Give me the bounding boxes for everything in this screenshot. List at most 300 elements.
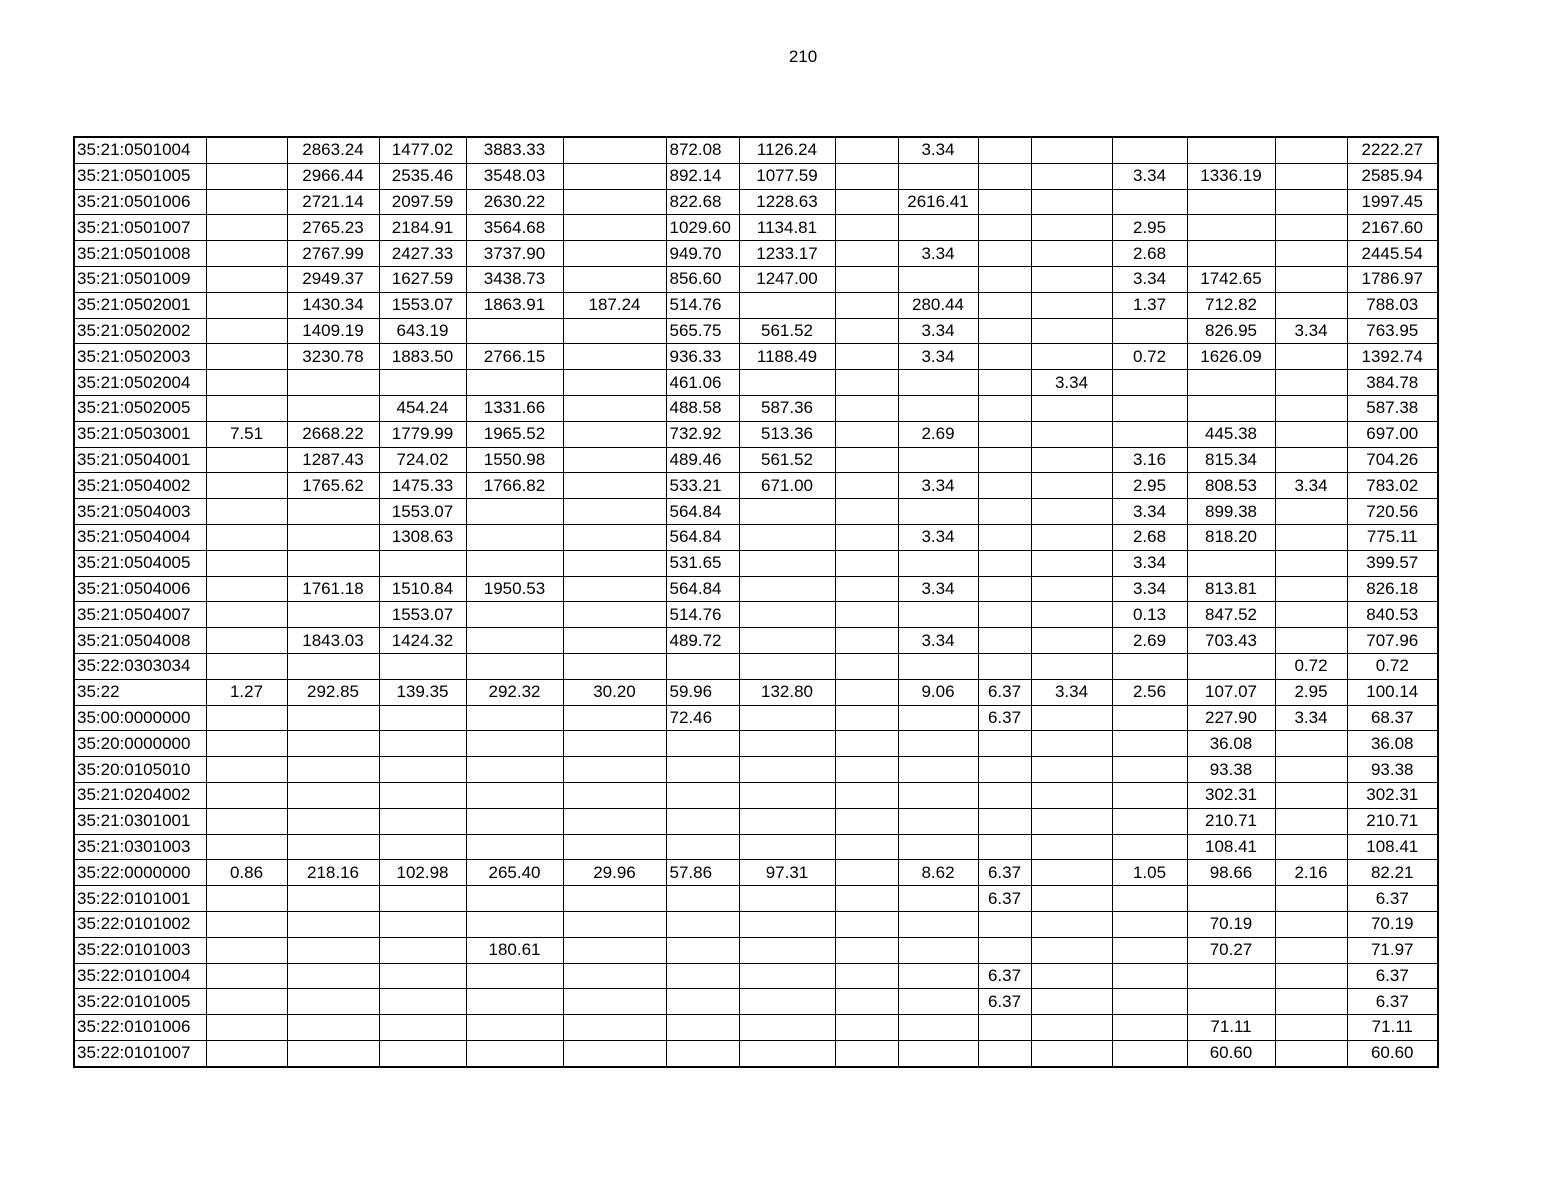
table-cell <box>563 834 666 860</box>
table-cell <box>978 292 1031 318</box>
table-cell: 783.02 <box>1347 473 1438 499</box>
table-cell <box>1112 653 1187 679</box>
table-cell <box>1187 137 1275 163</box>
table-cell <box>1031 576 1112 602</box>
table-cell <box>666 963 739 989</box>
table-cell <box>739 370 835 396</box>
table-cell <box>563 989 666 1015</box>
table-cell: 98.66 <box>1187 860 1275 886</box>
table-cell <box>978 1040 1031 1066</box>
table-cell: 461.06 <box>666 370 739 396</box>
table-row <box>74 421 1438 447</box>
table-cell: 2.95 <box>1112 473 1187 499</box>
table-cell: 2.69 <box>1112 628 1187 654</box>
table-cell <box>206 937 287 963</box>
table-cell: 2.68 <box>1112 524 1187 550</box>
table-cell <box>898 886 978 912</box>
table-cell <box>835 808 898 834</box>
table-cell <box>835 395 898 421</box>
table-cell <box>1275 499 1347 525</box>
table-cell <box>898 989 978 1015</box>
table-cell <box>287 602 379 628</box>
row-id-cell: 35:22 <box>74 679 206 705</box>
table-cell <box>1275 370 1347 396</box>
table-cell <box>739 808 835 834</box>
data-table <box>73 136 1439 1068</box>
table-cell <box>1031 266 1112 292</box>
table-cell <box>835 576 898 602</box>
table-cell: 813.81 <box>1187 576 1275 602</box>
table-cell <box>563 447 666 473</box>
table-row <box>74 292 1438 318</box>
table-cell <box>206 911 287 937</box>
table-cell <box>466 782 563 808</box>
table-cell <box>835 705 898 731</box>
table-cell <box>563 731 666 757</box>
table-row <box>74 963 1438 989</box>
table-cell: 533.21 <box>666 473 739 499</box>
table-cell: 1336.19 <box>1187 163 1275 189</box>
table-cell: 1779.99 <box>379 421 466 447</box>
table-cell: 210.71 <box>1347 808 1438 834</box>
table-cell <box>666 782 739 808</box>
table-cell: 302.31 <box>1187 782 1275 808</box>
row-id-cell: 35:00:0000000 <box>74 705 206 731</box>
row-id-cell: 35:21:0504002 <box>74 473 206 499</box>
table-cell <box>206 189 287 215</box>
table-cell: 2630.22 <box>466 189 563 215</box>
table-cell: 3.34 <box>898 524 978 550</box>
table-cell <box>1275 241 1347 267</box>
table-cell <box>835 628 898 654</box>
table-cell <box>287 808 379 834</box>
table-cell <box>739 989 835 1015</box>
row-id-cell: 35:21:0501004 <box>74 137 206 163</box>
table-cell <box>835 499 898 525</box>
table-row <box>74 241 1438 267</box>
row-id-cell: 35:22:0101003 <box>74 937 206 963</box>
table-cell: 6.37 <box>978 886 1031 912</box>
table-cell: 808.53 <box>1187 473 1275 499</box>
table-row <box>74 576 1438 602</box>
table-row <box>74 1040 1438 1066</box>
table-cell: 2.68 <box>1112 241 1187 267</box>
row-id-cell: 35:21:0502002 <box>74 318 206 344</box>
table-cell: 1409.19 <box>287 318 379 344</box>
table-cell: 6.37 <box>978 989 1031 1015</box>
table-cell: 2668.22 <box>287 421 379 447</box>
table-cell: 6.37 <box>978 860 1031 886</box>
table-cell <box>1275 395 1347 421</box>
table-cell <box>898 602 978 628</box>
table-row <box>74 137 1438 163</box>
table-row <box>74 808 1438 834</box>
table-cell: 949.70 <box>666 241 739 267</box>
table-cell: 2167.60 <box>1347 215 1438 241</box>
table-cell <box>563 499 666 525</box>
table-cell: 399.57 <box>1347 550 1438 576</box>
table-cell <box>1031 447 1112 473</box>
table-cell: 2.95 <box>1275 679 1347 705</box>
table-cell: 1550.98 <box>466 447 563 473</box>
table-cell <box>666 886 739 912</box>
table-cell <box>563 653 666 679</box>
table-cell <box>739 886 835 912</box>
table-cell: 218.16 <box>287 860 379 886</box>
row-id-cell: 35:21:0301003 <box>74 834 206 860</box>
table-cell: 1553.07 <box>379 499 466 525</box>
table-cell <box>835 757 898 783</box>
table-cell <box>666 757 739 783</box>
table-cell: 1965.52 <box>466 421 563 447</box>
table-cell: 564.84 <box>666 576 739 602</box>
table-cell: 822.68 <box>666 189 739 215</box>
table-cell <box>206 731 287 757</box>
row-id-cell: 35:20:0105010 <box>74 757 206 783</box>
table-cell <box>978 163 1031 189</box>
table-cell <box>287 1040 379 1066</box>
table-cell <box>466 757 563 783</box>
table-cell <box>835 1040 898 1066</box>
table-cell: 6.37 <box>1347 963 1438 989</box>
table-cell <box>563 1015 666 1041</box>
table-row <box>74 318 1438 344</box>
table-cell <box>287 653 379 679</box>
table-cell <box>835 241 898 267</box>
table-cell <box>1275 524 1347 550</box>
table-cell <box>739 499 835 525</box>
table-cell: 3.34 <box>898 473 978 499</box>
table-cell <box>379 757 466 783</box>
table-cell: 30.20 <box>563 679 666 705</box>
table-cell: 70.19 <box>1187 911 1275 937</box>
table-cell: 59.96 <box>666 679 739 705</box>
table-cell <box>287 499 379 525</box>
table-cell <box>1112 782 1187 808</box>
table-cell <box>978 628 1031 654</box>
row-id-cell: 35:21:0504001 <box>74 447 206 473</box>
table-cell: 826.18 <box>1347 576 1438 602</box>
table-row <box>74 860 1438 886</box>
table-cell <box>1031 550 1112 576</box>
row-id-cell: 35:21:0501009 <box>74 266 206 292</box>
table-cell <box>835 163 898 189</box>
table-row <box>74 911 1438 937</box>
table-row <box>74 653 1438 679</box>
table-cell <box>1275 292 1347 318</box>
table-cell <box>1031 318 1112 344</box>
table-cell <box>978 215 1031 241</box>
table-cell <box>739 963 835 989</box>
table-cell <box>1031 137 1112 163</box>
table-cell: 72.46 <box>666 705 739 731</box>
table-cell <box>739 782 835 808</box>
table-cell: 3.34 <box>1031 679 1112 705</box>
table-row <box>74 705 1438 731</box>
table-cell <box>379 834 466 860</box>
table-row <box>74 886 1438 912</box>
table-cell <box>978 602 1031 628</box>
table-cell <box>206 163 287 189</box>
table-cell: 210.71 <box>1187 808 1275 834</box>
table-cell <box>666 911 739 937</box>
table-cell <box>563 576 666 602</box>
table-row <box>74 215 1438 241</box>
table-cell <box>1031 163 1112 189</box>
table-cell: 1553.07 <box>379 602 466 628</box>
table-cell <box>1275 937 1347 963</box>
table-cell <box>739 911 835 937</box>
table-cell: 0.86 <box>206 860 287 886</box>
table-cell <box>739 1015 835 1041</box>
table-cell <box>206 473 287 499</box>
table-cell: 2535.46 <box>379 163 466 189</box>
table-cell <box>1275 782 1347 808</box>
table-cell: 847.52 <box>1187 602 1275 628</box>
table-cell: 2966.44 <box>287 163 379 189</box>
table-row <box>74 395 1438 421</box>
table-cell <box>379 1040 466 1066</box>
table-cell: 68.37 <box>1347 705 1438 731</box>
table-cell <box>287 963 379 989</box>
table-cell <box>1031 834 1112 860</box>
table-cell: 132.80 <box>739 679 835 705</box>
table-cell <box>1112 808 1187 834</box>
table-cell <box>563 524 666 550</box>
table-cell <box>206 989 287 1015</box>
table-cell: 29.96 <box>563 860 666 886</box>
table-cell: 3737.90 <box>466 241 563 267</box>
table-cell <box>739 937 835 963</box>
table-cell <box>1112 937 1187 963</box>
table-cell <box>466 731 563 757</box>
table-cell <box>835 370 898 396</box>
table-cell <box>206 266 287 292</box>
table-cell <box>563 318 666 344</box>
table-cell <box>206 344 287 370</box>
table-cell <box>379 550 466 576</box>
table-cell <box>1031 189 1112 215</box>
table-cell <box>1031 292 1112 318</box>
table-cell <box>1112 421 1187 447</box>
table-cell <box>978 499 1031 525</box>
table-cell: 720.56 <box>1347 499 1438 525</box>
table-cell <box>1031 731 1112 757</box>
table-cell <box>206 886 287 912</box>
table-cell <box>739 292 835 318</box>
table-cell <box>1031 395 1112 421</box>
table-cell <box>466 1040 563 1066</box>
row-id-cell: 35:21:0502005 <box>74 395 206 421</box>
table-cell: 1424.32 <box>379 628 466 654</box>
table-cell <box>1031 473 1112 499</box>
table-cell <box>978 318 1031 344</box>
table-cell <box>1275 989 1347 1015</box>
table-cell: 564.84 <box>666 524 739 550</box>
table-cell: 707.96 <box>1347 628 1438 654</box>
table-cell <box>898 499 978 525</box>
table-cell: 763.95 <box>1347 318 1438 344</box>
table-cell: 3.34 <box>898 318 978 344</box>
table-cell <box>563 757 666 783</box>
table-cell: 187.24 <box>563 292 666 318</box>
table-cell: 6.37 <box>978 679 1031 705</box>
table-row <box>74 447 1438 473</box>
table-cell <box>206 1015 287 1041</box>
table-cell: 724.02 <box>379 447 466 473</box>
table-body <box>74 137 1438 1067</box>
table-cell <box>1112 731 1187 757</box>
table-cell <box>1031 860 1112 886</box>
table-cell <box>563 963 666 989</box>
table-cell <box>666 989 739 1015</box>
row-id-cell: 35:21:0501005 <box>74 163 206 189</box>
table-cell <box>898 757 978 783</box>
table-cell <box>287 757 379 783</box>
table-cell: 1950.53 <box>466 576 563 602</box>
table-row <box>74 550 1438 576</box>
table-cell: 6.37 <box>978 963 1031 989</box>
table-cell <box>287 989 379 1015</box>
table-cell: 2184.91 <box>379 215 466 241</box>
table-cell <box>898 395 978 421</box>
table-row <box>74 370 1438 396</box>
table-cell <box>1031 808 1112 834</box>
table-cell: 36.08 <box>1187 731 1275 757</box>
table-cell <box>898 215 978 241</box>
table-cell: 1228.63 <box>739 189 835 215</box>
table-cell <box>563 911 666 937</box>
table-row <box>74 628 1438 654</box>
table-cell: 0.72 <box>1112 344 1187 370</box>
table-row <box>74 782 1438 808</box>
table-cell: 1430.34 <box>287 292 379 318</box>
table-cell <box>206 705 287 731</box>
table-cell <box>287 1015 379 1041</box>
table-cell <box>1275 189 1347 215</box>
table-cell <box>563 395 666 421</box>
table-cell <box>898 370 978 396</box>
table-cell <box>898 937 978 963</box>
table-cell: 818.20 <box>1187 524 1275 550</box>
table-row <box>74 679 1438 705</box>
table-cell: 514.76 <box>666 292 739 318</box>
table-cell: 2765.23 <box>287 215 379 241</box>
table-cell: 1.37 <box>1112 292 1187 318</box>
table-cell <box>1275 344 1347 370</box>
table-cell: 1477.02 <box>379 137 466 163</box>
table-cell <box>1031 524 1112 550</box>
table-cell <box>287 911 379 937</box>
table-cell <box>1187 989 1275 1015</box>
page-number: 210 <box>788 47 818 66</box>
table-cell <box>1275 1040 1347 1066</box>
table-cell: 1627.59 <box>379 266 466 292</box>
table-cell <box>1031 1040 1112 1066</box>
table-cell <box>739 524 835 550</box>
table-cell <box>835 782 898 808</box>
table-cell: 1626.09 <box>1187 344 1275 370</box>
table-cell: 587.36 <box>739 395 835 421</box>
table-cell <box>1275 757 1347 783</box>
table-cell <box>739 576 835 602</box>
table-cell: 513.36 <box>739 421 835 447</box>
table-cell: 454.24 <box>379 395 466 421</box>
table-cell <box>466 602 563 628</box>
table-cell <box>978 576 1031 602</box>
table-cell <box>1275 834 1347 860</box>
table-cell <box>1112 886 1187 912</box>
table-cell: 3.34 <box>898 576 978 602</box>
table-cell: 1510.84 <box>379 576 466 602</box>
table-cell: 671.00 <box>739 473 835 499</box>
table-cell <box>835 318 898 344</box>
table-cell <box>206 215 287 241</box>
table-cell: 2616.41 <box>898 189 978 215</box>
row-id-cell: 35:22:0303034 <box>74 653 206 679</box>
table-cell <box>978 731 1031 757</box>
table-cell <box>739 550 835 576</box>
table-cell <box>1031 241 1112 267</box>
table-cell <box>466 318 563 344</box>
table-cell <box>379 911 466 937</box>
table-cell <box>835 963 898 989</box>
table-cell <box>666 731 739 757</box>
table-cell <box>206 576 287 602</box>
table-cell <box>1031 602 1112 628</box>
table-cell <box>898 266 978 292</box>
row-id-cell: 35:21:0204002 <box>74 782 206 808</box>
table-cell <box>666 1015 739 1041</box>
table-cell: 93.38 <box>1187 757 1275 783</box>
table-cell <box>835 937 898 963</box>
table-cell: 3.34 <box>1275 318 1347 344</box>
table-cell <box>898 653 978 679</box>
table-cell: 292.85 <box>287 679 379 705</box>
row-id-cell: 35:22:0101004 <box>74 963 206 989</box>
table-cell <box>978 473 1031 499</box>
table-cell: 1.05 <box>1112 860 1187 886</box>
table-cell: 2.69 <box>898 421 978 447</box>
table-cell: 703.43 <box>1187 628 1275 654</box>
table-cell <box>379 886 466 912</box>
table-row <box>74 473 1438 499</box>
table-cell: 561.52 <box>739 318 835 344</box>
table-cell <box>206 370 287 396</box>
table-cell <box>563 163 666 189</box>
row-id-cell: 35:22:0101005 <box>74 989 206 1015</box>
table-cell <box>206 808 287 834</box>
table-cell <box>1187 395 1275 421</box>
row-id-cell: 35:21:0504006 <box>74 576 206 602</box>
table-cell <box>563 705 666 731</box>
table-cell: 3.34 <box>898 241 978 267</box>
table-cell: 1863.91 <box>466 292 563 318</box>
table-cell <box>978 266 1031 292</box>
table-cell: 732.92 <box>666 421 739 447</box>
row-id-cell: 35:21:0504008 <box>74 628 206 654</box>
table-cell <box>835 550 898 576</box>
table-cell: 102.98 <box>379 860 466 886</box>
table-cell: 2949.37 <box>287 266 379 292</box>
table-cell <box>563 782 666 808</box>
table-cell <box>1031 215 1112 241</box>
table-cell <box>1031 757 1112 783</box>
table-cell <box>206 602 287 628</box>
table-cell <box>835 189 898 215</box>
table-cell: 2863.24 <box>287 137 379 163</box>
table-cell <box>379 1015 466 1041</box>
